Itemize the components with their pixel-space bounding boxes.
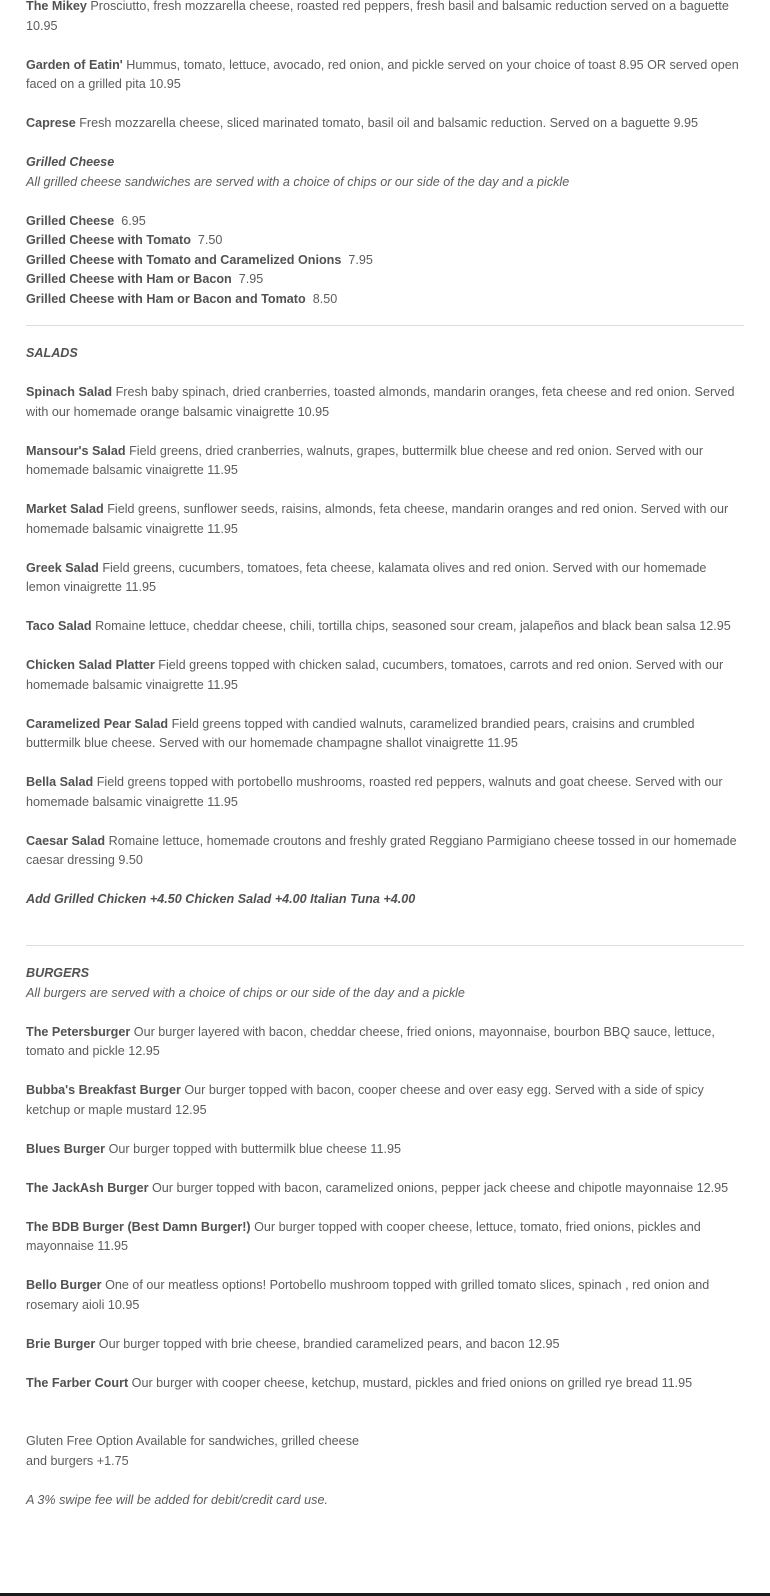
- menu-item-price: 7.95: [348, 252, 373, 267]
- menu-item: [26, 559, 744, 598]
- menu-item-name: Garden of Eatin': [26, 57, 123, 72]
- menu-item-name: The Farber Court: [26, 1375, 129, 1390]
- menu-item-name: The JackAsh Burger: [26, 1180, 149, 1195]
- menu-item: [26, 212, 744, 232]
- menu-item-description: Romaine lettuce, cheddar cheese, chili, tortilla chips, seasoned sour cream, jalapeños and black bean salsa 12.95: [95, 619, 731, 633]
- menu-item-name: Brie Burger: [26, 1336, 96, 1351]
- menu-item-name: Caesar Salad: [26, 833, 106, 848]
- menu-item: [26, 251, 744, 271]
- menu-item-description: Our burger topped with buttermilk blue cheese 11.95: [108, 1141, 401, 1156]
- menu-item: [26, 773, 744, 812]
- menu-item-name: Bello Burger: [26, 1278, 102, 1292]
- menu-item-description: Field greens topped with candied walnuts, caramelized brandied pears, craisins and crumbled buttermilk blue cheese. Served with our homemade champagne shallot vinaigrette 11.95: [26, 716, 695, 750]
- menu-item: [26, 1023, 744, 1062]
- gluten-free-line-1: Gluten Free Option Available for sandwiches, grilled cheese: [26, 1434, 359, 1448]
- menu-item-description: Our burger topped with bacon, cooper cheese and over easy egg. Served with a side of spicy ketchup or maple mustard 12.95: [26, 1083, 704, 1117]
- menu-item: [26, 1374, 744, 1394]
- section-divider: [26, 945, 744, 946]
- menu-item-name: Grilled Cheese: [26, 213, 115, 228]
- menu-content: [26, 0, 744, 1510]
- menu-item-name: The Petersburger: [26, 1024, 131, 1039]
- menu-item: [26, 114, 744, 134]
- menu-item-description: Romaine lettuce, homemade croutons and freshly grated Reggiano Parmigiano cheese tossed in our homemade caesar dressing 9.50: [26, 833, 737, 867]
- menu-item-price: 8.50: [312, 291, 338, 306]
- menu-item-description: Our burger topped with brie cheese, brandied caramelized pears, and bacon 12.95: [98, 1336, 560, 1351]
- menu-item-price: 6.95: [121, 213, 146, 228]
- burgers-title: BURGERS: [26, 966, 89, 980]
- grilled-cheese-note: All grilled cheese sandwiches are served with a choice of chips or our side of the day and a pickle: [26, 174, 570, 189]
- menu-item: [26, 1218, 744, 1257]
- menu-item-description: Field greens topped with chicken salad, cucumbers, tomatoes, carrots and red onion. Served with our homemade balsamic vinaigrette 11.95: [26, 658, 724, 692]
- menu-item-name: Blues Burger: [26, 1141, 106, 1156]
- menu-item-name: Bubba's Breakfast Burger: [26, 1083, 181, 1097]
- menu-item-description: Field greens, sunflower seeds, raisins, almonds, feta cheese, mandarin oranges and red onion. Served with our homemade balsamic vinaigrette 11.95: [26, 502, 729, 536]
- menu-item-description: Field greens, cucumbers, tomatoes, feta cheese, kalamata olives and red onion. Served with our homemade lemon vinaigrette 11.95: [26, 560, 707, 594]
- menu-item-name: Market Salad: [26, 502, 104, 516]
- menu-item: [26, 1081, 744, 1120]
- menu-item-description: Prosciutto, fresh mozzarella cheese, roasted red peppers, fresh basil and balsamic reduction served on a baguette 10.95: [26, 0, 729, 33]
- menu-item-description: Fresh mozzarella cheese, sliced marinated tomato, basil oil and balsamic reduction. Served on a baguette 9.95: [79, 116, 699, 130]
- menu-item-description: Our burger topped with cooper cheese, lettuce, tomato, fried onions, pickles and mayonnaise 11.95: [26, 1219, 701, 1253]
- menu-item-name: Greek Salad: [26, 560, 99, 575]
- menu-item-description: Fresh baby spinach, dried cranberries, toasted almonds, mandarin oranges, feta cheese and red onion. Served with our homemade orange balsamic vinaigrette 10.95: [26, 385, 735, 419]
- menu-item-name: Spinach Salad: [26, 385, 113, 399]
- menu-item: [26, 1179, 744, 1199]
- menu-item-name: Grilled Cheese with Ham or Bacon and Tomato: [26, 291, 306, 306]
- menu-item: [26, 500, 744, 539]
- menu-item: [26, 0, 744, 36]
- menu-item: [26, 715, 744, 754]
- menu-item: [26, 56, 744, 95]
- menu-item-description: Field greens, dried cranberries, walnuts, grapes, buttermilk blue cheese and red onion. Served with our homemade balsamic vinaigrette 11.95: [26, 443, 704, 477]
- salad-addons: Add Grilled Chicken +4.50 Chicken Salad +4.00 Italian Tuna +4.00: [26, 892, 416, 906]
- grilled-cheese-title: Grilled Cheese: [26, 155, 115, 169]
- menu-item-name: Mansour's Salad: [26, 443, 126, 458]
- menu-item-description: Our burger topped with bacon, caramelized onions, pepper jack cheese and chipotle mayonnaise 12.95: [151, 1180, 729, 1195]
- menu-item-price: 7.50: [197, 233, 223, 247]
- menu-item: [26, 231, 744, 251]
- menu-item: [26, 1276, 744, 1315]
- menu-item: [26, 832, 744, 871]
- menu-item-name: The Mikey: [26, 0, 87, 13]
- menu-item-name: Caramelized Pear Salad: [26, 716, 169, 731]
- menu-item-description: Our burger with cooper cheese, ketchup, mustard, pickles and fried onions on grilled rye bread 11.95: [131, 1375, 693, 1390]
- menu-item-price: 7.95: [238, 272, 264, 286]
- menu-item-name: Bella Salad: [26, 775, 94, 789]
- menu-item: [26, 1335, 744, 1355]
- menu-item-name: Chicken Salad Platter: [26, 658, 155, 672]
- menu-item-name: Taco Salad: [26, 619, 92, 633]
- menu-item: [26, 290, 744, 310]
- menu-item: [26, 270, 744, 290]
- menu-item: [26, 656, 744, 695]
- salads-title: SALADS: [26, 346, 78, 360]
- gluten-free-note: [26, 1432, 744, 1471]
- card-fee-note: A 3% swipe fee will be added for debit/credit card use.: [26, 1492, 328, 1507]
- gluten-free-line-2: and burgers +1.75: [26, 1453, 129, 1468]
- menu-item-description: Field greens topped with portobello mushrooms, roasted red peppers, walnuts and goat cheese. Served with our homemade balsamic vinaigrette 11.95: [26, 775, 723, 809]
- menu-item-name: The BDB Burger (Best Damn Burger!): [26, 1219, 251, 1234]
- menu-item-description: Hummus, tomato, lettuce, avocado, red onion, and pickle served on your choice of toast 8.95 OR served open faced on a grilled pita 10.95: [26, 57, 739, 91]
- section-divider: [26, 325, 744, 326]
- burgers-note: All burgers are served with a choice of chips or our side of the day and a pickle: [26, 985, 465, 1000]
- menu-item-description: One of our meatless options! Portobello mushroom topped with grilled tomato slices, spinach , red onion and rosemary aioli 10.95: [26, 1278, 710, 1312]
- menu-item: [26, 442, 744, 481]
- menu-item-name: Grilled Cheese with Tomato: [26, 233, 191, 247]
- menu-item-name: Caprese: [26, 116, 76, 130]
- menu-item-name: Grilled Cheese with Tomato and Caramelized Onions: [26, 252, 342, 267]
- menu-item: [26, 1140, 744, 1160]
- menu-item-description: Our burger layered with bacon, cheddar cheese, fried onions, mayonnaise, bourbon BBQ sauce, lettuce, tomato and pickle 12.95: [26, 1024, 715, 1058]
- menu-item: [26, 383, 744, 422]
- menu-item: [26, 617, 744, 637]
- menu-item-name: Grilled Cheese with Ham or Bacon: [26, 272, 232, 286]
